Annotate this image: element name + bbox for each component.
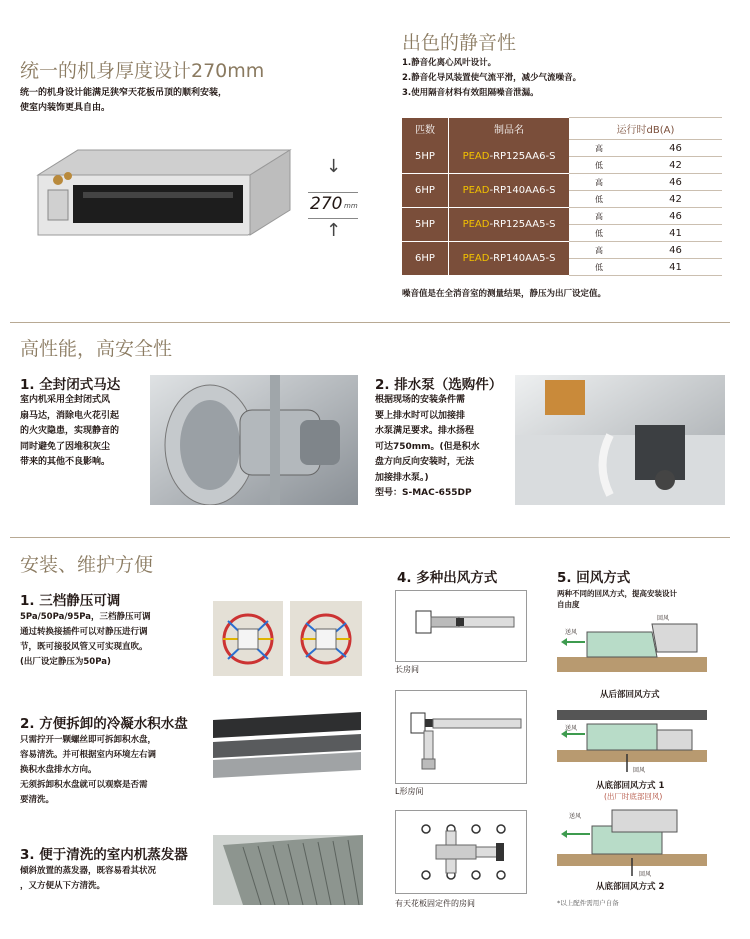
motor-title: 1. 全封闭式马达 bbox=[20, 377, 121, 393]
connector-photo-1 bbox=[213, 601, 283, 676]
air-return-label: 回风 bbox=[657, 615, 670, 622]
noise-table-row bbox=[402, 208, 722, 225]
connector-photo-2 bbox=[290, 601, 362, 676]
brand-text: PEAD bbox=[462, 253, 490, 264]
brand-text: PEAD bbox=[462, 219, 490, 230]
drain-pump-photo bbox=[515, 375, 725, 505]
noise-table-row bbox=[402, 242, 722, 259]
return-bottom-2-diagram bbox=[557, 806, 707, 878]
model-text: -RP140AA6-S bbox=[489, 185, 556, 196]
air-supply-label: 送风 bbox=[565, 629, 578, 636]
thickness-desc: 统一的机身设计能满足狭窄天花板吊顶的顺利安装， 使室内装饰更具自由。 bbox=[20, 88, 228, 113]
air-return-label: 回风 bbox=[633, 767, 646, 774]
level-cell: 高 bbox=[569, 208, 629, 225]
db-value-cell: 46 bbox=[629, 174, 722, 191]
caption-rear-return: 从后部回风方式 bbox=[600, 690, 660, 700]
db-value-cell: 46 bbox=[629, 242, 722, 259]
drain-pan-photo bbox=[213, 712, 361, 780]
dimension-callout bbox=[308, 156, 363, 246]
drain-pan-desc: 只需拧开一颗螺丝即可拆卸积水盘， 容易清洗。并可根据室内环境左右调 换积水盘排水方向。 无须拆卸积水盘就可以观察是否需 要清洗。 bbox=[20, 735, 157, 805]
outlet-diagram-fixture-room bbox=[395, 810, 527, 894]
divider bbox=[10, 322, 730, 323]
outlet-diagram-long-room bbox=[395, 590, 527, 662]
noise-table bbox=[402, 117, 722, 276]
air-supply-label: 送风 bbox=[565, 725, 578, 732]
maintenance-title: 安装、维护方便 bbox=[20, 554, 154, 576]
db-value-cell: 46 bbox=[629, 208, 722, 225]
brand-text: PEAD bbox=[462, 185, 490, 196]
caption-bottom-return-1: 从底部回风方式 1 bbox=[596, 781, 665, 791]
dimension-unit: mm bbox=[344, 202, 358, 210]
arrow-up-icon: ↑ bbox=[326, 220, 342, 241]
drain-pan-title: 2. 方便拆卸的冷凝水积水盘 bbox=[20, 716, 188, 732]
pump-desc: 根据现场的安装条件需 要上排水时可以加接排 水泵满足要求。排水扬程 可达750mm。(但是积水 盘方向反向安装时，无法 加接排水泵。) 型号：S-MAC-655DP bbox=[375, 395, 480, 498]
motor-photo bbox=[150, 375, 358, 505]
header-model: 制品名 bbox=[449, 118, 570, 140]
caption-fixture-room: 有天花板固定件的房间 bbox=[395, 899, 475, 908]
db-value-cell: 41 bbox=[629, 225, 722, 242]
caption-factory-default: (出厂时底部回风) bbox=[604, 792, 663, 801]
pressure-desc: 5Pa/50Pa/95Pa，三档静压可调 通过转换接插件可以对静压进行调 节，既可接驳风管又可实现直吹。 (出厂设定静压为50Pa) bbox=[20, 612, 151, 667]
db-value-cell: 46 bbox=[629, 140, 722, 157]
level-cell: 高 bbox=[569, 242, 629, 259]
table-note: 噪音值是在全消音室的测量结果，静压为出厂设定值。 bbox=[402, 289, 607, 299]
level-cell: 高 bbox=[569, 140, 629, 157]
motor-desc: 室内机采用全封闭式风 扇马达，消除电火花引起 的火灾隐患，实现静音的 同时避免了因堆积灰尘 带来的其他不良影响。 bbox=[20, 395, 120, 467]
hp-cell: 5HP bbox=[402, 208, 449, 242]
dimension-value: 270 bbox=[310, 194, 343, 214]
model-cell bbox=[449, 208, 570, 242]
level-cell: 高 bbox=[569, 174, 629, 191]
model-cell bbox=[449, 140, 570, 174]
pump-title: 2. 排水泵（选购件） bbox=[375, 377, 503, 393]
db-value-cell: 42 bbox=[629, 191, 722, 208]
header-hp: 匹数 bbox=[402, 118, 449, 140]
brand-text: PEAD bbox=[462, 150, 490, 162]
caption-l-room: L形房间 bbox=[395, 787, 424, 796]
model-text: -RP140AA5-S bbox=[489, 253, 556, 264]
level-cell: 低 bbox=[569, 259, 629, 276]
return-air-title: 5. 回风方式 bbox=[557, 570, 631, 586]
divider bbox=[10, 537, 730, 538]
evaporator-desc: 倾斜放置的蒸发器，既容易看其状况 ，又方便从下方清洗。 bbox=[20, 866, 157, 891]
caption-long-room: 长房间 bbox=[395, 665, 419, 674]
arrow-down-icon: ↓ bbox=[326, 156, 342, 177]
hp-cell: 6HP bbox=[402, 242, 449, 276]
caption-bottom-return-2: 从底部回风方式 2 bbox=[596, 882, 665, 892]
noise-table-row bbox=[402, 174, 722, 191]
thickness-title: 统一的机身厚度设计270mm bbox=[20, 60, 265, 82]
return-air-desc: 两种不同的回风方式，提高安装设计 自由度 bbox=[557, 589, 677, 609]
db-value-cell: 41 bbox=[629, 259, 722, 276]
model-cell bbox=[449, 174, 570, 208]
header-db: 运行时dB(A) bbox=[569, 118, 722, 140]
air-return-label: 回风 bbox=[639, 871, 652, 878]
model-cell bbox=[449, 242, 570, 276]
level-cell: 低 bbox=[569, 157, 629, 174]
model-text: -RP125AA6-S bbox=[489, 150, 556, 162]
outlet-diagram-l-room bbox=[395, 690, 527, 784]
hp-cell: 5HP bbox=[402, 140, 449, 174]
quiet-points: 1.静音化离心风叶设计。 2.静音化导风装置使气流平滑，减少气流噪音。 3.使用隔音材料有效阻隔噪音泄漏。 bbox=[402, 58, 582, 98]
air-supply-label: 送风 bbox=[569, 813, 582, 820]
evaporator-title: 3. 便于清洗的室内机蒸发器 bbox=[20, 847, 188, 863]
db-value-cell: 42 bbox=[629, 157, 722, 174]
evaporator-photo bbox=[213, 835, 363, 905]
hp-cell: 6HP bbox=[402, 174, 449, 208]
safety-title: 高性能，高安全性 bbox=[20, 338, 173, 360]
model-text: -RP125AA5-S bbox=[489, 219, 556, 230]
level-cell: 低 bbox=[569, 225, 629, 242]
pressure-title: 1. 三档静压可调 bbox=[20, 593, 121, 609]
accessory-footnote: *以上配件需用户自备 bbox=[557, 899, 619, 907]
indoor-unit-image bbox=[28, 140, 298, 250]
return-bottom-1-diagram bbox=[557, 710, 707, 778]
quiet-title: 出色的静音性 bbox=[402, 32, 517, 54]
return-rear-diagram bbox=[557, 612, 707, 684]
noise-table-row bbox=[402, 140, 722, 157]
outlet-title: 4. 多种出风方式 bbox=[397, 570, 498, 586]
level-cell: 低 bbox=[569, 191, 629, 208]
